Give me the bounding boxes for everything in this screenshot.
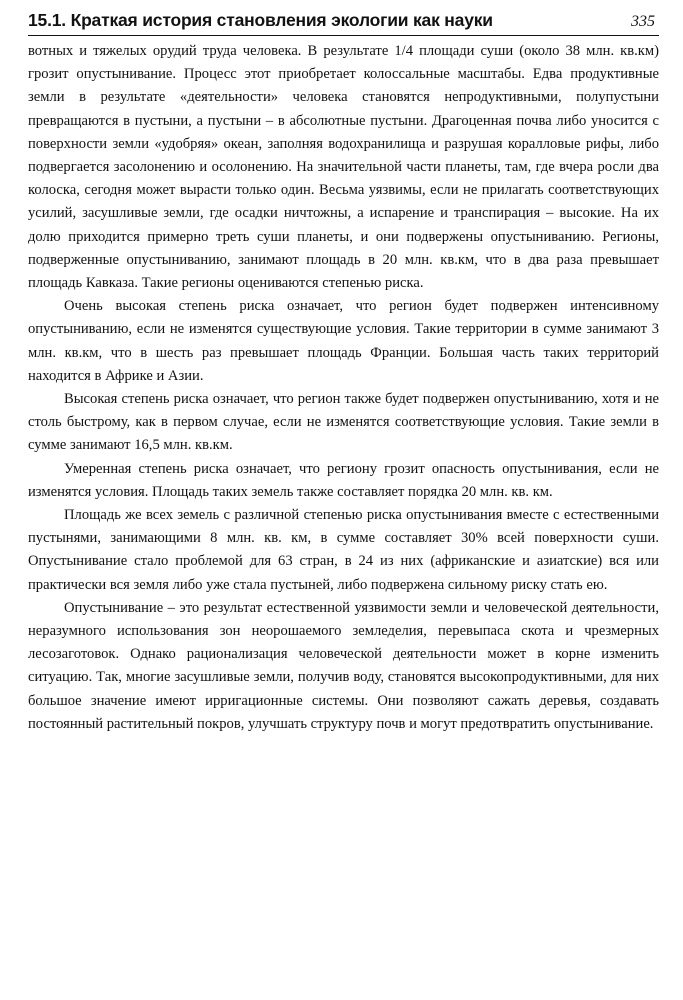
paragraph: Очень высокая степень риска означает, что регион будет подвержен интенсивному опустыниванию, если не изменятся существующие условия. Такие территории в сумме занимают 3 млн. кв.км, что в шесть раз превышает площадь Франции. Большая часть таких территорий находится в Африке и Азии. <box>28 298 659 384</box>
section-title: 15.1. Краткая история становления экологии как науки <box>28 10 493 30</box>
paragraph-continued: вотных и тяжелых орудий труда человека. В результате 1/4 площади суши (около 38 млн. кв.км) грозит опустынивание. Процесс этот приобретает колоссальные масштабы. Едва продуктивные земли в результате «деятельности» человека становятся непродуктивными, полупустыни превращаются в пустыни, а пустыни – в абсолютные пустыни. Драгоценная почва либо уносится с поверхности земли «удобряя» океан, заполняя водохранилища и разрушая коралловые рифы, либо подвергается засолонению и осолонению. На значительной части планеты, там, где вчера росли два колоска, сегодня может вырасти только один. Весьма уязвимы, если не прилагать соответствующих усилий, засушливые земли, где осадки ничтожны, а испарение и транспирация – высокие. На их долю приходится примерно треть суши планеты, и они подвержены опустыниванию. Регионы, подверженные опустыниванию, занимают площадь в 20 млн. кв.км, что в два раза превышает площадь Кавказа. Такие регионы оцениваются степенью риска. <box>28 43 659 292</box>
running-header <box>28 10 659 36</box>
paragraph: Высокая степень риска означает, что регион также будет подвержен опустыниванию, хотя и не столь быстрому, как в первом случае, если не изменятся соответствующие условия. Такие земли в сумме занимают 16,5 млн. кв.км. <box>28 391 659 454</box>
page-number: 335 <box>631 13 655 30</box>
paragraph: Опустынивание – это результат естественной уязвимости земли и человеческой деятельности, неразумного использования зон неорошаемого земледелия, перевыпаса скота и чрезмерных лесозаготовок. Однако рационализация человеческой деятельности может в корне изменить ситуацию. Так, многие засушливые земли, получив воду, становятся высокопродуктивными, для них большое значение имеют ирригационные системы. Они позволяют сажать деревья, создавать постоянный растительный покров, улучшать структуру почв и могут предотвратить опустынивание. <box>28 599 659 732</box>
body-text <box>28 40 659 736</box>
paragraph: Площадь же всех земель с различной степенью риска опустынивания вместе с естественными пустынями, занимающими 8 млн. кв. км, в сумме составляет 30% всей поверхности суши. Опустынивание стало проблемой для 63 стран, в 24 из них (африканские и азиатские) вся или практически вся земля либо уже стала пустыней, либо подвержена сильному риску стать ею. <box>28 507 659 593</box>
paragraph: Умеренная степень риска означает, что региону грозит опасность опустынивания, если не изменятся условия. Площадь таких земель также составляет порядка 20 млн. кв. км. <box>28 460 659 500</box>
